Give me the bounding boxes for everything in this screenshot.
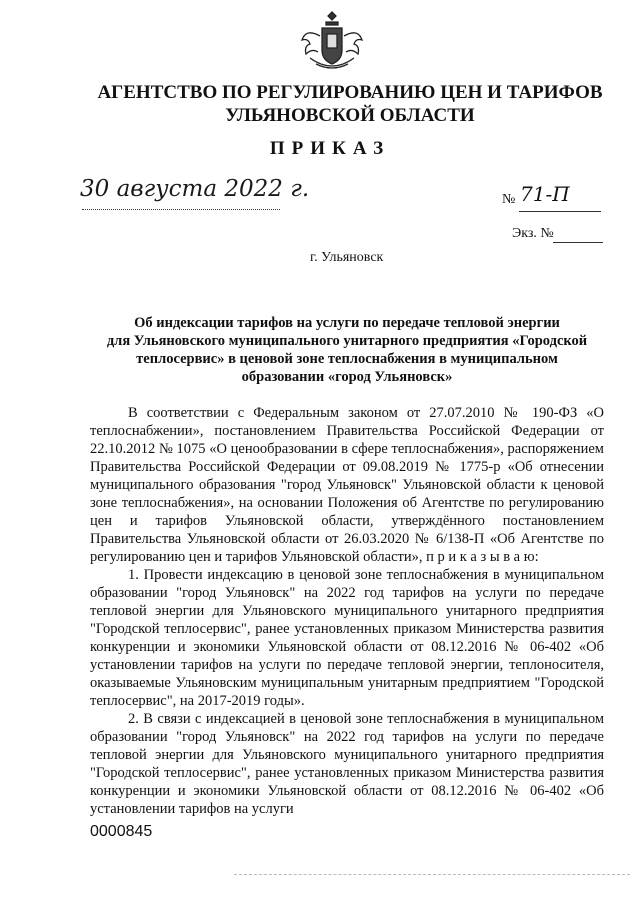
bottom-divider — [234, 874, 630, 875]
agency-name-line-1: АГЕНТСТВО ПО РЕГУЛИРОВАНИЮ ЦЕН И ТАРИФОВ — [97, 82, 603, 103]
handwritten-order-number: 71-П — [520, 182, 570, 206]
preamble-paragraph: В соответствии с Федеральным законом от 27.07.2010 № 190-ФЗ «О теплоснабжении», постановлением Правительства Российской Федерации от 22.10.2012 № 1075 «О ценообразовании в сфере теплоснабжения», распоряжением Правительства Российской Федерации от 09.08.2019 № 1775-р «Об отнесении муниципального образования "город Ульяновск" Ульяновской области к ценовой зоне теплоснабжения», на основании Положения об Агентстве по регулированию цен и тарифов Ульяновской области, утверждённого постановлением Правительства Ульяновской области от 26.03.2020 № 6/138-П «Об Агентстве по регулированию цен и тарифов Ульяновской области», п р и к а з ы в а ю: — [90, 405, 604, 565]
city-label: г. Ульяновск — [310, 250, 384, 265]
clause-2-paragraph: 2. В связи с индексацией в ценовой зоне теплоснабжения в муниципальном образовании "город Ульяновск" на 2022 год тарифов на услуги по передаче тепловой энергии для Ульяновского муниципального унитарного предприятия "Городской теплосервис", ранее установленных приказом Министерства развития конкуренции и экономики Ульяновской области от 08.12.2016 № 06-402 «Об установлении тарифов на услуги — [90, 711, 604, 817]
heading-line: для Ульяновского муниципального унитарного предприятия «Городской — [106, 333, 588, 349]
agency-name-line-2: УЛЬЯНОВСКОЙ ОБЛАСТИ — [225, 105, 475, 126]
date-underline — [82, 209, 280, 210]
coat-of-arms-icon — [296, 6, 368, 74]
handwritten-date: 30 августа 2022 г. — [80, 176, 310, 202]
number-underline — [519, 211, 601, 212]
document-serial-code: 0000845 — [90, 823, 153, 840]
number-label: № — [502, 192, 516, 207]
clause-1-paragraph: 1. Провести индексацию в ценовой зоне теплоснабжения в муниципальном образовании "город Ульяновск" на 2022 год тарифов на услуги по передаче тепловой энергии для Ульяновского муниципального унитарного предприятия "Городской теплосервис", ранее установленных приказом Министерства развития конкуренции и экономики Ульяновской области от 08.12.2016 № 06-402 «Об установлении тарифов на услуги по передаче тепловой энергии, теплоносителя, оказываемые Ульяновским муниципальным унитарным предприятием "Городской теплосервис", на 2017-2019 годы». — [90, 567, 604, 709]
copy-number-label: Экз. № — [512, 226, 554, 241]
heading-line: Об индексации тарифов на услуги по передаче тепловой энергии — [134, 315, 560, 331]
order-subject-heading — [90, 314, 604, 386]
heading-line: образовании «город Ульяновск» — [241, 369, 453, 385]
document-type-title: ПРИКАЗ — [269, 138, 391, 159]
heading-line: теплосервис» в ценовой зоне теплоснабжения в муниципальном — [136, 351, 558, 367]
document-body — [90, 404, 604, 818]
copy-number-underline — [553, 242, 603, 243]
